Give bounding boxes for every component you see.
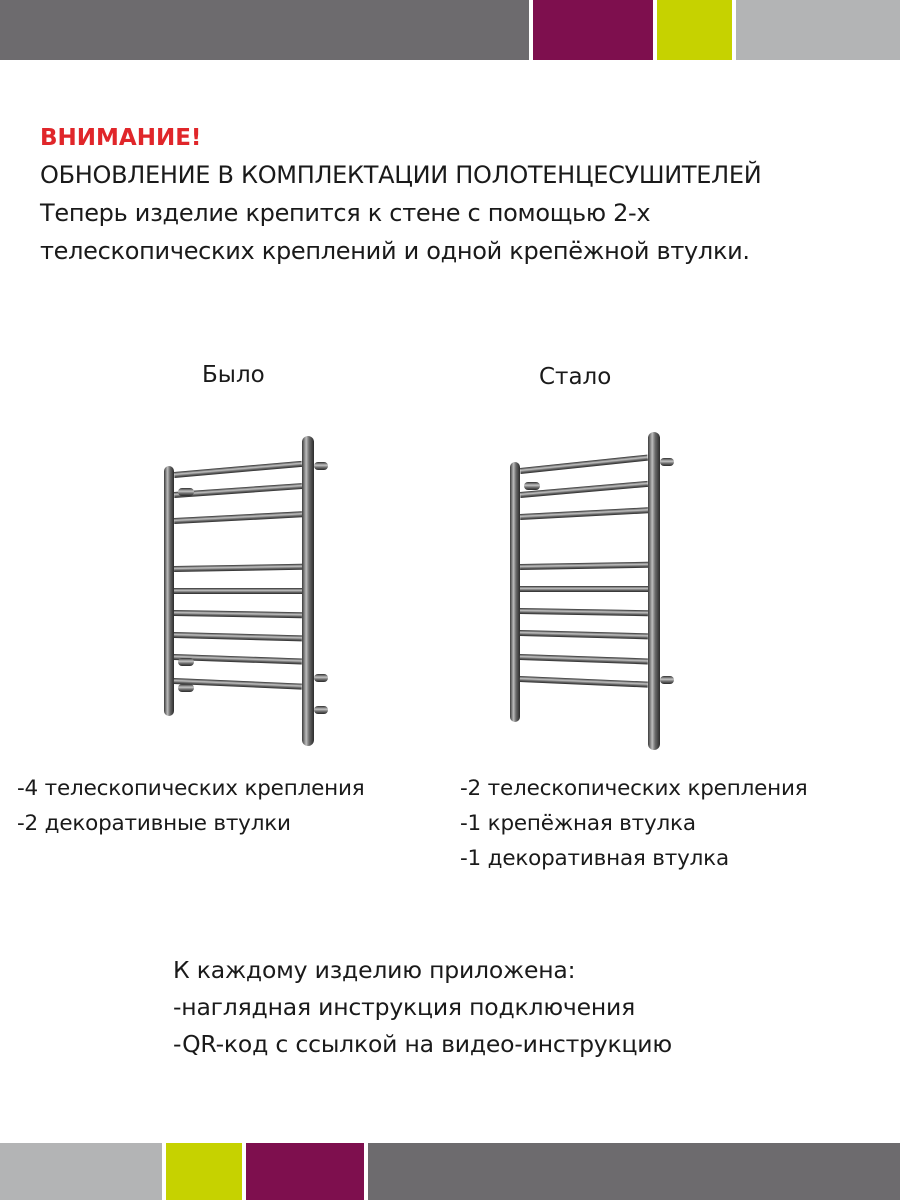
list-item: -2 телескопических крепления [460, 776, 808, 801]
before-label: Было [202, 362, 265, 388]
included-block [173, 952, 672, 1063]
list-item: -наглядная инструкция подключения [173, 993, 636, 1021]
towel-rail-after-image [496, 420, 696, 760]
list-item: -1 декоративная втулка [460, 846, 729, 871]
bottom-bar-plum [246, 1143, 364, 1200]
notice-headline: ОБНОВЛЕНИЕ В КОМПЛЕКТАЦИИ ПОЛОТЕНЦЕСУШИТЕЛЕЙ [40, 161, 762, 189]
bottom-bar-lime [166, 1143, 242, 1200]
after-items-list [460, 771, 808, 876]
top-bar-light-gray [736, 0, 900, 60]
notice-block [40, 120, 880, 270]
included-title: К каждому изделию приложена: [173, 956, 576, 984]
notice-body-line-2: телескопических креплений и одной крепёжной втулки. [40, 237, 750, 265]
bottom-bar-dark-gray [368, 1143, 900, 1200]
top-bar-plum [533, 0, 653, 60]
warning-title: ВНИМАНИЕ! [40, 125, 202, 151]
list-item: -4 телескопических крепления [17, 776, 365, 801]
list-item: -1 крепёжная втулка [460, 811, 696, 836]
notice-body-line-1: Теперь изделие крепится к стене с помощью 2-х [40, 199, 651, 227]
list-item: -QR-код с ссылкой на видео-инструкцию [173, 1030, 672, 1058]
list-item: -2 декоративные втулки [17, 811, 291, 836]
before-items-list [17, 771, 365, 841]
towel-rail-before-image [150, 420, 350, 760]
top-bar-dark-gray [0, 0, 529, 60]
bottom-bar-light-gray [0, 1143, 162, 1200]
after-label: Стало [539, 364, 612, 390]
top-bar-lime [657, 0, 732, 60]
